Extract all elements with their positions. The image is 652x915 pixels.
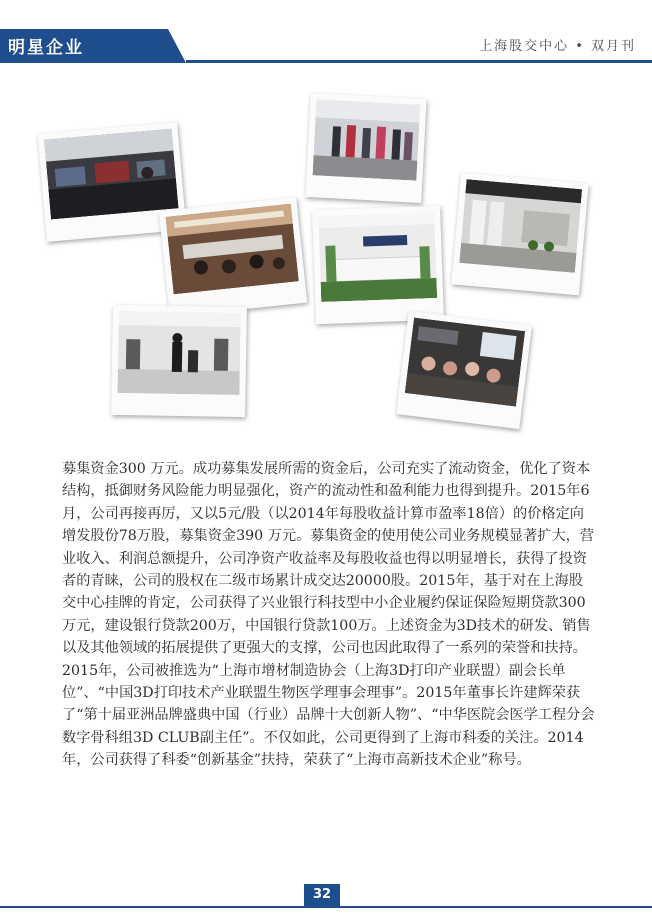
- photo-image: [405, 318, 525, 407]
- photo-training-session: [396, 311, 532, 429]
- header-rule: [186, 60, 652, 63]
- photo-image: [117, 311, 240, 395]
- photo-meeting-room: [159, 197, 307, 317]
- publication-name: 上海股交中心 • 双月刊: [479, 39, 636, 54]
- photo-image: [313, 99, 421, 180]
- article-body: [62, 458, 597, 772]
- photo-visitors-group: [305, 93, 426, 203]
- page-number: 32: [304, 884, 340, 906]
- photo-image: [318, 212, 437, 302]
- section-title: 明星企业: [8, 38, 84, 58]
- article-paragraph: 募集资金300 万元。成功募集发展所需的资金后，公司充实了流动资金，优化了资本结构，抵御财务风险能力明显强化，资产的流动性和盈利能力也得到提升。2015年6月，公司再接再厉，又以5元/股（以2014年每股收益计算市盈率18倍）的价格定向增发股份78万股，募集资金390 万元。募集资金的使用使公司业务规模显著扩大，营业收入、利润总额提升，公司净资产收益率及每股收益也得以明显增长，获得了投资者的青睐，公司的股权在二级市场累计成交达20000股。2015年，基于对在上海股交中心挂牌的肯定，公司获得了兴业银行科技型中小企业履约保证保险短期贷款300万元，建设银行贷款200万，中国银行贷款100万。上述资金为3D技术的研发、销售以及其他领域的拓展提供了更强大的支撑，公司也因此取得了一系列的荣誉和扶持。2015年，公司被推选为“上海市增材制造协会（上海3D打印产业联盟）副会长单位”、“中国3D打印技术产业联盟生物医学理事会理事”。2015年董事长许建辉荣获了“第十届亚洲品牌盛典中国（行业）品牌十大创新人物”、“中华医院会医学工程分会数字骨科组3D CLUB副主任”。不仅如此，公司更得到了上海市科委的关注。2014年，公司获得了科委“创新基金”扶持，荣获了“上海市高新技术企业”称号。: [62, 461, 595, 769]
- page-header: [0, 0, 652, 64]
- photo-image: [44, 129, 178, 220]
- photo-image: [165, 204, 298, 295]
- footer-rule: [0, 906, 652, 908]
- photo-reception-desk: [312, 206, 444, 324]
- photo-office-corridor: [451, 173, 588, 296]
- photo-image: [459, 179, 582, 273]
- photo-scanning-studio: [111, 305, 247, 417]
